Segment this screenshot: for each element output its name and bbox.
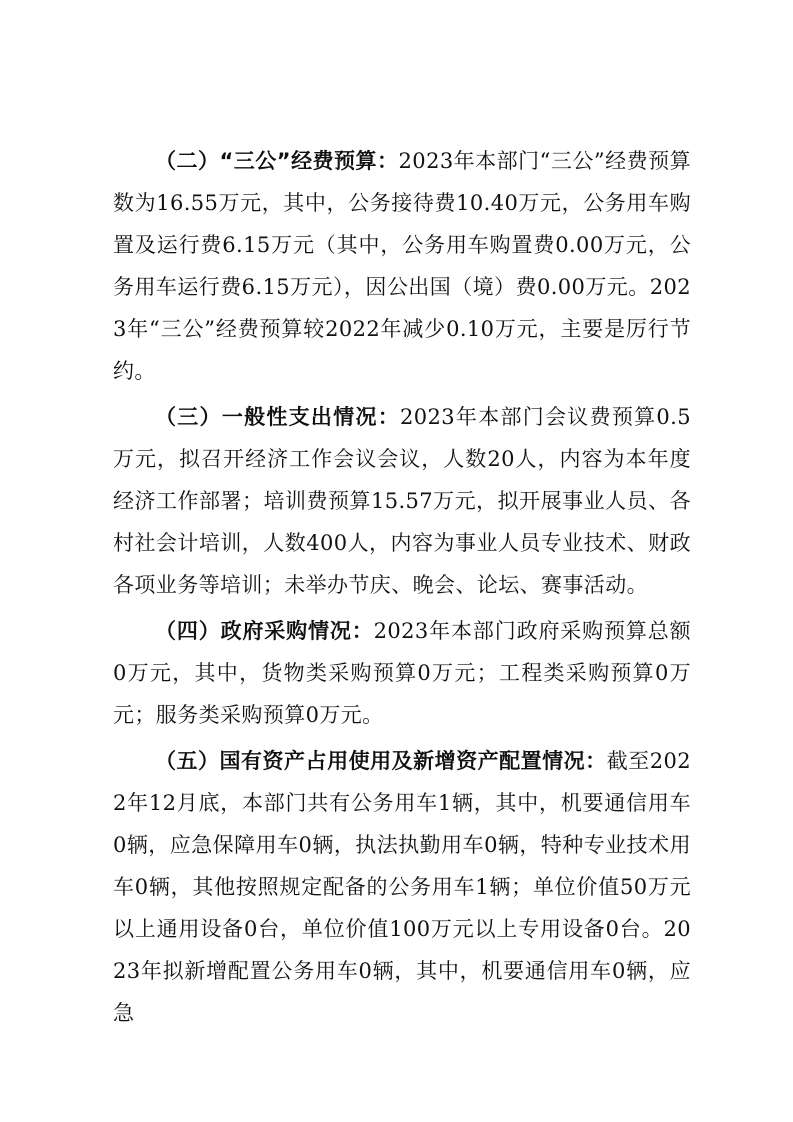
paragraph-state-assets [113,740,691,1034]
paragraph-government-procurement [113,610,691,736]
paragraph-general-expenditure [113,396,691,606]
paragraph-sangong-budget [113,140,691,392]
paragraph-text: 截至2022年12月底，本部门共有公务用车1辆，其中，机要通信用车0辆，应急保障用车0辆，执法执勤用车0辆，特种专业技术用车0辆，其他按照规定配备的公务用车1辆；单位价值50万元以上通用设备0台，单位价值100万元以上专用设备0台。2023年拟新增配置公务用车0辆，其中，机要通信用车0辆，应急 [113,749,691,1025]
paragraph-heading: （四）政府采购情况： [155,619,374,643]
paragraph-text: 2023年本部门“三公”经费预算数为16.55万元，其中，公务接待费10.40万元，公务用车购置及运行费6.15万元（其中，公务用车购置费0.00万元，公务用车运行费6.15万元），因公出国（境）费0.00万元。2023年“三公”经费预算较2022年减少0.10万元，主要是厉行节约。 [113,149,691,383]
paragraph-heading: （二）“三公”经费预算： [155,149,399,173]
paragraph-text: 2023年本部门政府采购预算总额0万元，其中，货物类采购预算0万元；工程类采购预算0万元；服务类采购预算0万元。 [113,619,692,727]
paragraph-heading: （三）一般性支出情况： [155,405,401,429]
document-body [113,140,691,1038]
paragraph-heading: （五）国有资产占用使用及新增资产配置情况： [155,749,607,773]
paragraph-text: 2023年本部门会议费预算0.5万元，拟召开经济工作会议会议，人数20人，内容为本年度经济工作部署；培训费预算15.57万元，拟开展事业人员、各村社会计培训，人数400人，内容为事业人员专业技术、财政各项业务等培训；未举办节庆、晚会、论坛、赛事活动。 [113,405,691,597]
